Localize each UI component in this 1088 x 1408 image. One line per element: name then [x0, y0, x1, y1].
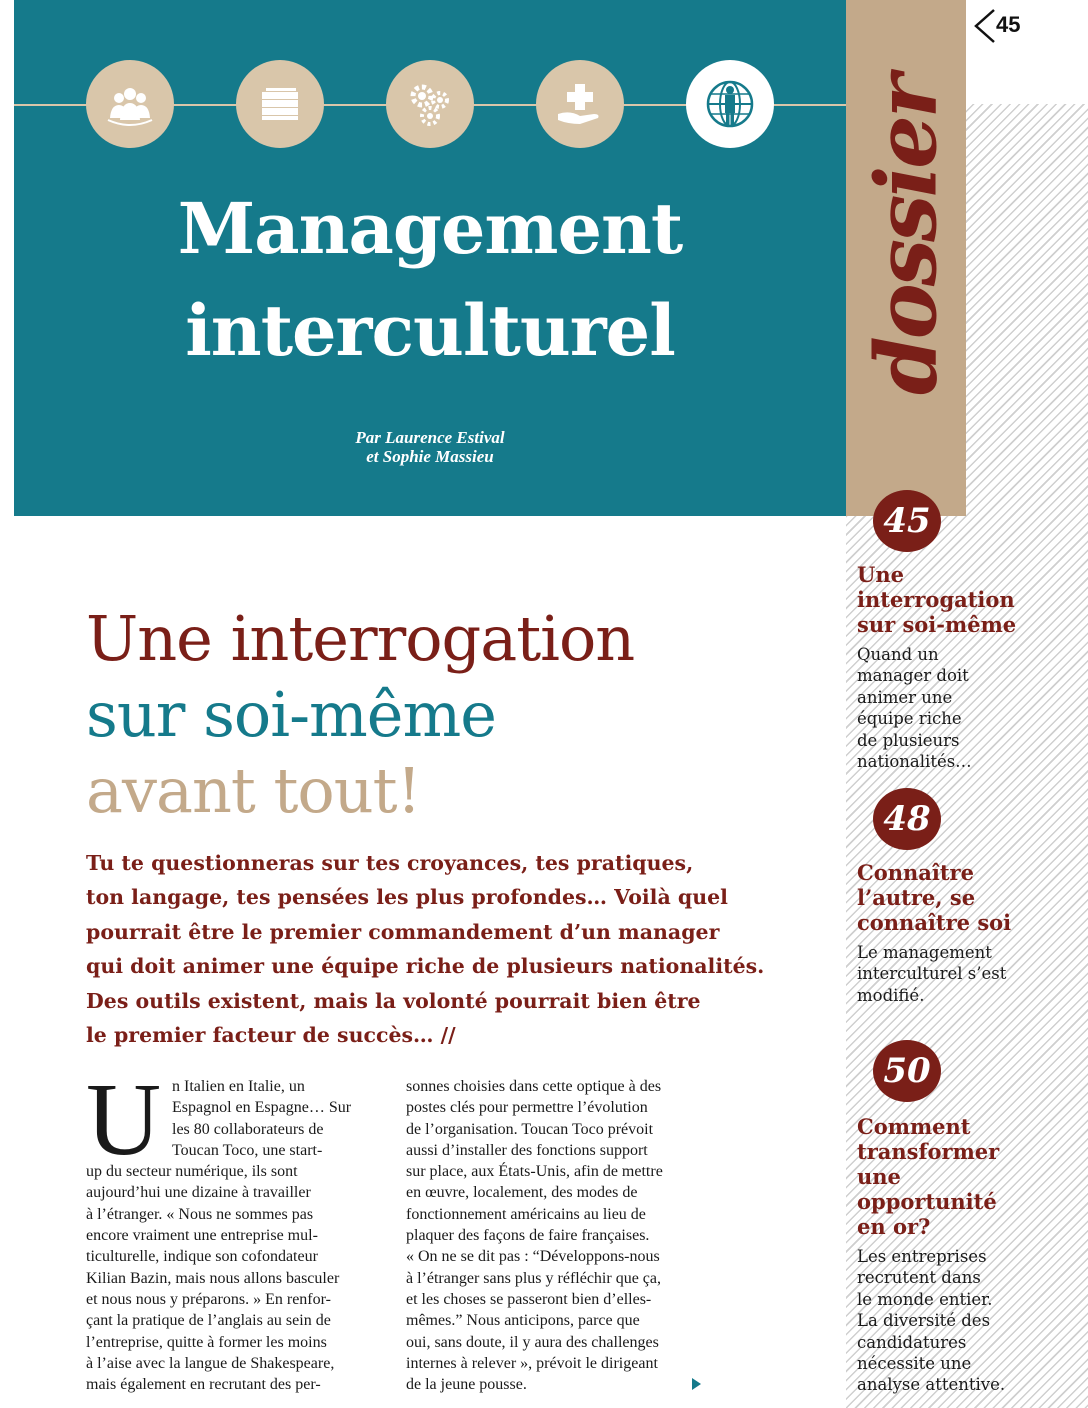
- page-title-line2: interculturel: [185, 289, 675, 372]
- page-nav[interactable]: [972, 8, 1032, 44]
- money-stack-icon: [236, 60, 324, 148]
- care-hand-icon: [536, 60, 624, 148]
- toc-page-badge[interactable]: 48: [873, 788, 941, 850]
- toc-entry-title[interactable]: Comment transformer une opportunité en or?: [857, 1114, 1000, 1239]
- byline-line2: et Sophie Massieu: [366, 447, 494, 466]
- toc-page-badge[interactable]: 50: [873, 1040, 941, 1102]
- toc-entry-description: Les entreprises recrutent dans le monde entier. La diversité des candidatures nécessite une analyse attentive.: [857, 1247, 1006, 1395]
- article-headline: Une interrogation: [86, 602, 635, 675]
- toc-entry-description: Quand un manager doit animer une équipe riche de plusieurs nationalités…: [857, 645, 972, 772]
- gears-icon: [386, 60, 474, 148]
- toc-entry-title[interactable]: Connaître l’autre, se connaître soi: [857, 860, 1012, 935]
- byline: Par Laurence Estival: [355, 428, 505, 447]
- body-column-1: n Italien en Italie, un Espagnol en Espagne… Sur les 80 collaborateurs de Toucan Toco, une start- up du secteur numérique, ils sont aujourd’hui une dizaine à travailler à l’étranger. « Nous ne sommes pas encore vraiment une entreprise mul- ticulturelle, indique son cofondateur Kilian Bazin, mais nous allons basculer et nous nous y préparons. » En renfor- çant la pratique de l’anglais au sein de l’entreprise, quitte à former les moins à l’aise avec la langue de Shakespeare, mais également en recrutant des per-: [86, 1078, 352, 1394]
- toc-entry-title[interactable]: Une interrogation sur soi-même: [857, 562, 1017, 637]
- header-banner: [14, 0, 846, 516]
- globe-person-icon: [686, 60, 774, 148]
- people-group-icon: [86, 60, 174, 148]
- article-headline-line2: sur soi-même: [86, 678, 496, 751]
- section-label: dossier: [856, 77, 956, 395]
- toc-entry-description: Le management interculturel s’est modifié.: [857, 943, 1007, 1005]
- article-headline-line3: avant tout!: [86, 754, 421, 827]
- page-number: 45: [996, 12, 1021, 37]
- chevron-left-icon[interactable]: [972, 8, 998, 44]
- toc-page-badge[interactable]: 45: [873, 490, 941, 552]
- article-lead: Tu te questionneras sur tes croyances, tes pratiques, ton langage, tes pensées les plus profondes… Voilà quel pourrait être le premier commandement d’un manager qui doit animer une équipe riche de plusieurs nationalités. Des outils existent, mais la volonté pourrait bien être le premier facteur de succès… //: [86, 851, 765, 1048]
- drop-cap: U: [86, 1062, 162, 1177]
- page-title: Management: [177, 187, 683, 270]
- body-column-2: sonnes choisies dans cette optique à des postes clés pour permettre l’évolution de l’organisation. Toucan Toco prévoit aussi d’installer des fonctions support sur place, aux États-Unis, afin de mettre en œuvre, localement, des modes de fonctionnement américains au lieu de plaquer des façons de faire françaises. « On ne se dit pas : “Développons-nous à l’étranger sans plus y réfléchir que ça, et les choses se passeront bien d’elles- mêmes.” Nous anticipons, parce que oui, sans doute, il y aura des challenges internes à relever », prévoit le dirigeant de la jeune pousse.: [406, 1078, 663, 1394]
- continue-arrow-icon[interactable]: [692, 1378, 701, 1390]
